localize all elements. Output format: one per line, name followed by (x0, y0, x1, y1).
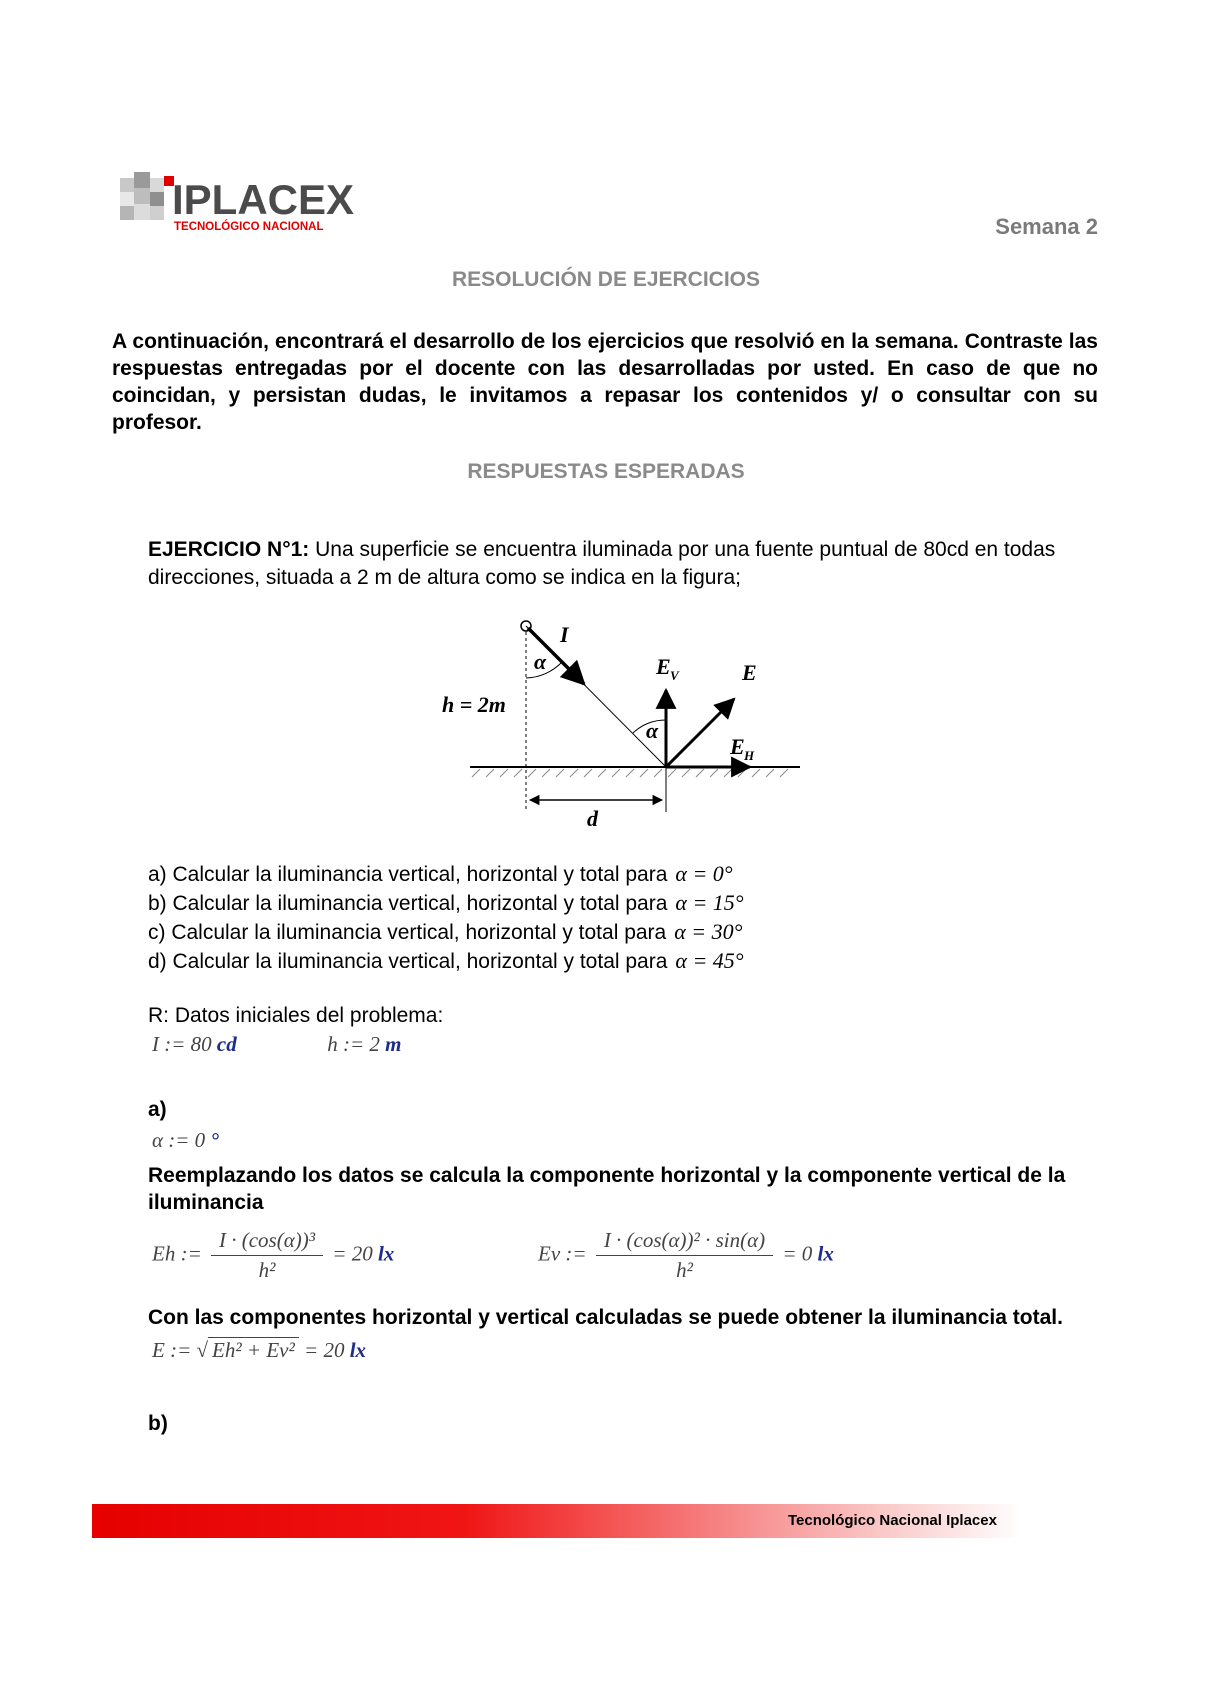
h-unit: m (385, 1032, 402, 1056)
exercise-item: b) Calcular la iluminancia vertical, horizontal y total para α = 15° (148, 890, 744, 915)
part-b-label: b) (148, 1412, 168, 1435)
week-label: Semana 2 (995, 214, 1098, 239)
eh-formula: Eh := $\frac{\text{I · (cos(α))³}}{\text{h²}}$ = 20 lx (152, 1228, 395, 1282)
iplacex-logo (120, 172, 360, 234)
ev-formula: Ev := $\frac{\text{I · (cos(α))² · sin(α)}}{\text{h²}}$ = 0 lx (538, 1228, 834, 1282)
label-alpha-bottom: α (646, 718, 659, 743)
exercise-label: EJERCICIO N°1: (148, 538, 310, 561)
alpha-definition: α := 0 ° (152, 1128, 219, 1152)
footer-text: Tecnológico Nacional Iplacex (788, 1512, 997, 1529)
exercise-items (148, 860, 744, 976)
intro-paragraph: A continuación, encontrará el desarrollo de los ejercicios que resolvió en la semana. Contraste las respuestas entregadas por el docente con las desarrolladas por usted. En caso de que no coincidan, y persistan dudas, le invitamos a repasar los contenidos y/ o consultar con su profesor. (112, 330, 1098, 434)
illumination-diagram (442, 612, 820, 832)
label-Ev: E (656, 654, 671, 679)
label-alpha-top: α (534, 649, 547, 674)
I-definition: I := 80 (152, 1032, 212, 1056)
section-subtitle: RESPUESTAS ESPERADAS (467, 460, 745, 483)
page-title: RESOLUCIÓN DE EJERCICIOS (451, 268, 761, 291)
exercise-text: Una superficie se encuentra iluminada por una fuente puntual de 80cd en todas direcciones, situada a 2 m de altura como se indica en la figura; (148, 538, 1056, 589)
total-text: Con las componentes horizontal y vertical calculadas se puede obtener la iluminancia total. (148, 1306, 1063, 1329)
label-I: I (560, 622, 569, 647)
h-definition: h := 2 (327, 1032, 380, 1056)
exercise-item: c) Calcular la iluminancia vertical, horizontal y total para α = 30° (148, 919, 743, 944)
e-formula: E := √ Eh² + Ev² = 20 lx (152, 1338, 367, 1362)
answer-intro: R: Datos iniciales del problema: (148, 1004, 444, 1027)
label-Eh-sub: H (744, 748, 755, 763)
label-Ev-sub: V (670, 668, 679, 683)
given-data (152, 1032, 402, 1057)
logo-subtitle: TECNOLÓGICO NACIONAL (174, 221, 324, 233)
part-a-label: a) (148, 1098, 167, 1121)
exercise-item: d) Calcular la iluminancia vertical, horizontal y total para α = 45° (148, 948, 744, 973)
logo-wordmark: IPLACEX (172, 176, 355, 223)
label-d: d (587, 806, 598, 831)
label-h: h = 2m (442, 692, 506, 717)
I-unit: cd (216, 1032, 237, 1056)
label-Eh: E (730, 734, 745, 759)
replace-text: Reemplazando los datos se calcula la componente horizontal y la componente vertical de la iluminancia (148, 1164, 1066, 1214)
label-E: E (742, 660, 757, 685)
exercise-statement (148, 536, 1098, 592)
exercise-item: a) Calcular la iluminancia vertical, horizontal y total para α = 0° (148, 861, 733, 886)
